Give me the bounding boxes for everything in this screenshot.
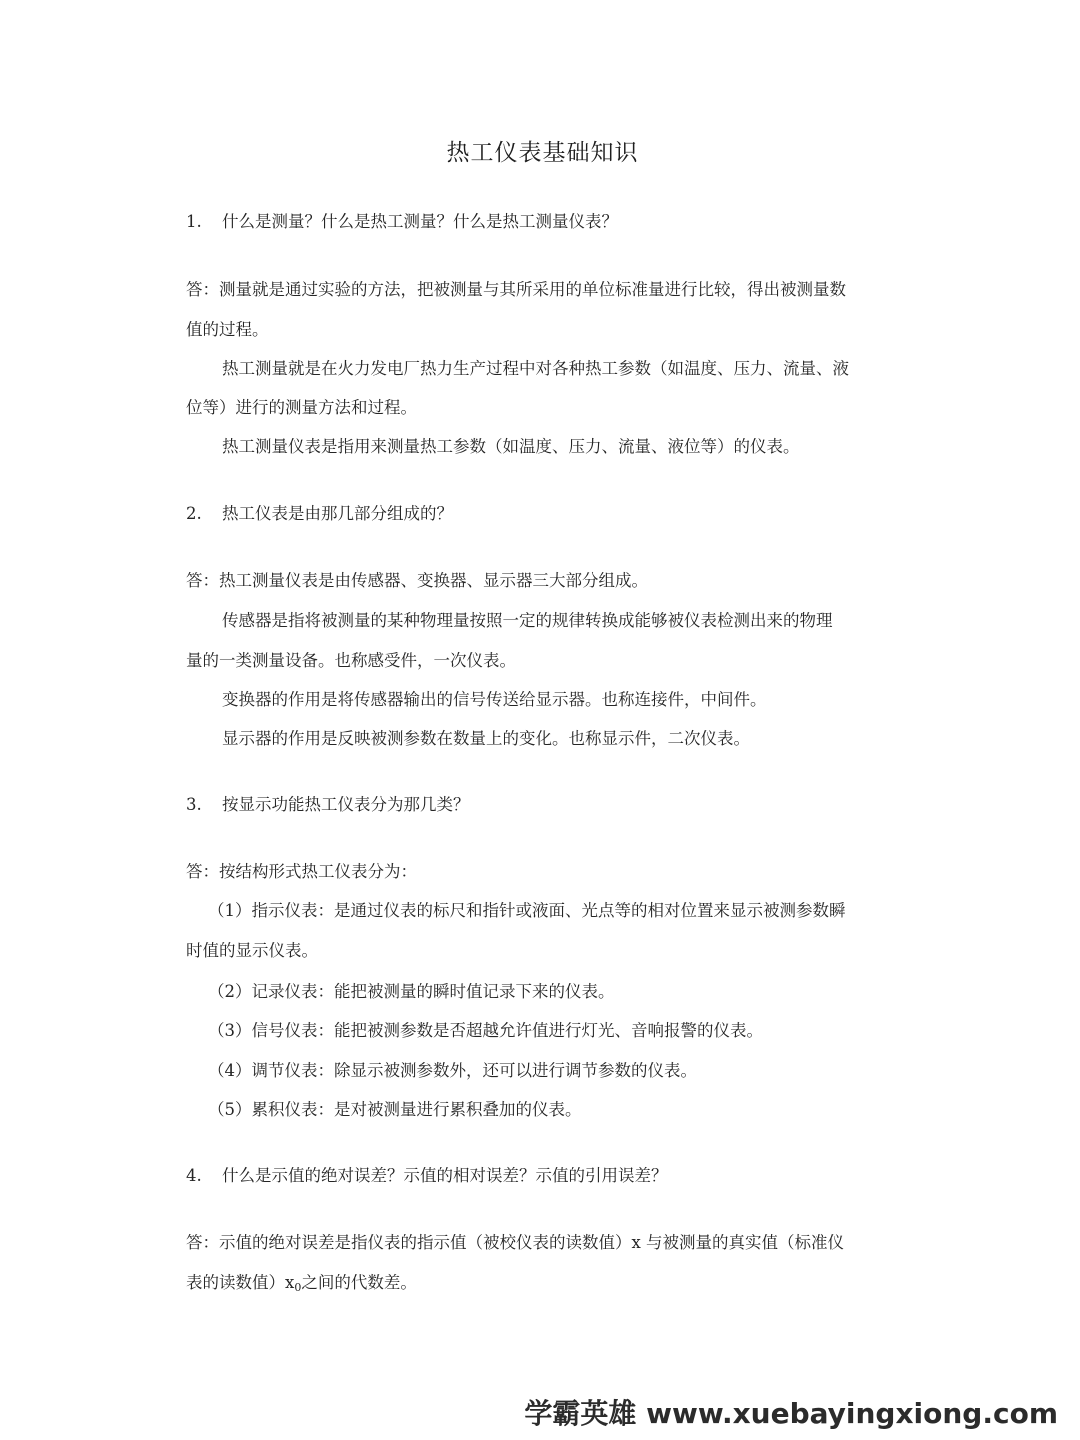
question-2 [186, 504, 453, 524]
answer-1-line-1: 答：测量就是通过实验的方法，把被测量与其所采用的单位标准量进行比较，得出被测量数 [186, 280, 846, 299]
site-watermark: 学霸英雄 www.xuebayingxiong.com [524, 1397, 1058, 1430]
answer-3-item-1-line-1: （1）指示仪表：是通过仪表的标尺和指针或液面、光点等的相对位置来显示被测参数瞬 [208, 901, 846, 920]
answer-2-line-3: 量的一类测量设备。也称感受件，一次仪表。 [186, 651, 516, 670]
question-4 [186, 1166, 668, 1186]
answer-3-item-1-line-2: 时值的显示仪表。 [186, 941, 318, 960]
question-number: 4. [186, 1166, 202, 1185]
subscript-zero: 0 [294, 1281, 302, 1294]
answer-4-line-1: 答：示值的绝对误差是指仪表的指示值（被校仪表的读数值）x 与被测量的真实值（标准仪 [186, 1233, 845, 1252]
answer-4-line-2-post: 之间的代数差。 [301, 1273, 417, 1292]
answer-4-line-2 [186, 1273, 417, 1298]
question-text: 按显示功能热工仪表分为那几类？ [222, 795, 470, 814]
answer-2-line-2: 传感器是指将被测量的某种物理量按照一定的规律转换成能够被仪表检测出来的物理 [222, 611, 833, 630]
answer-4-line-2-pre: 表的读数值）x [186, 1273, 295, 1292]
answer-3-item-2: （2）记录仪表：能把被测量的瞬时值记录下来的仪表。 [208, 982, 615, 1001]
answer-2-line-4: 变换器的作用是将传感器输出的信号传送给显示器。也称连接件，中间件。 [222, 690, 767, 709]
answer-3-item-3: （3）信号仪表：能把被测参数是否超越允许值进行灯光、音响报警的仪表。 [208, 1021, 763, 1040]
question-text: 什么是测量？什么是热工测量？什么是热工测量仪表？ [222, 212, 618, 231]
answer-1-line-5: 热工测量仪表是指用来测量热工参数（如温度、压力、流量、液位等）的仪表。 [222, 437, 800, 456]
answer-3-line-1: 答：按结构形式热工仪表分为： [186, 862, 417, 881]
question-1 [186, 212, 618, 232]
answer-1-line-3: 热工测量就是在火力发电厂热力生产过程中对各种热工参数（如温度、压力、流量、液 [222, 359, 849, 378]
question-text: 什么是示值的绝对误差？示值的相对误差？示值的引用误差？ [222, 1166, 668, 1185]
question-3 [186, 795, 470, 815]
question-number: 1. [186, 212, 202, 231]
question-number: 2. [186, 504, 202, 523]
question-number: 3. [186, 795, 202, 814]
answer-2-line-1: 答：热工测量仪表是由传感器、变换器、显示器三大部分组成。 [186, 571, 648, 590]
answer-2-line-5: 显示器的作用是反映被测参数在数量上的变化。也称显示件，二次仪表。 [222, 729, 750, 748]
answer-1-line-4: 位等）进行的测量方法和过程。 [186, 398, 417, 417]
answer-1-line-2: 值的过程。 [186, 320, 269, 339]
answer-3-item-5: （5）累积仪表：是对被测量进行累积叠加的仪表。 [208, 1100, 582, 1119]
document-title: 热工仪表基础知识 [446, 140, 639, 166]
question-text: 热工仪表是由那几部分组成的？ [222, 504, 453, 523]
answer-3-item-4: （4）调节仪表：除显示被测参数外，还可以进行调节参数的仪表。 [208, 1061, 697, 1080]
